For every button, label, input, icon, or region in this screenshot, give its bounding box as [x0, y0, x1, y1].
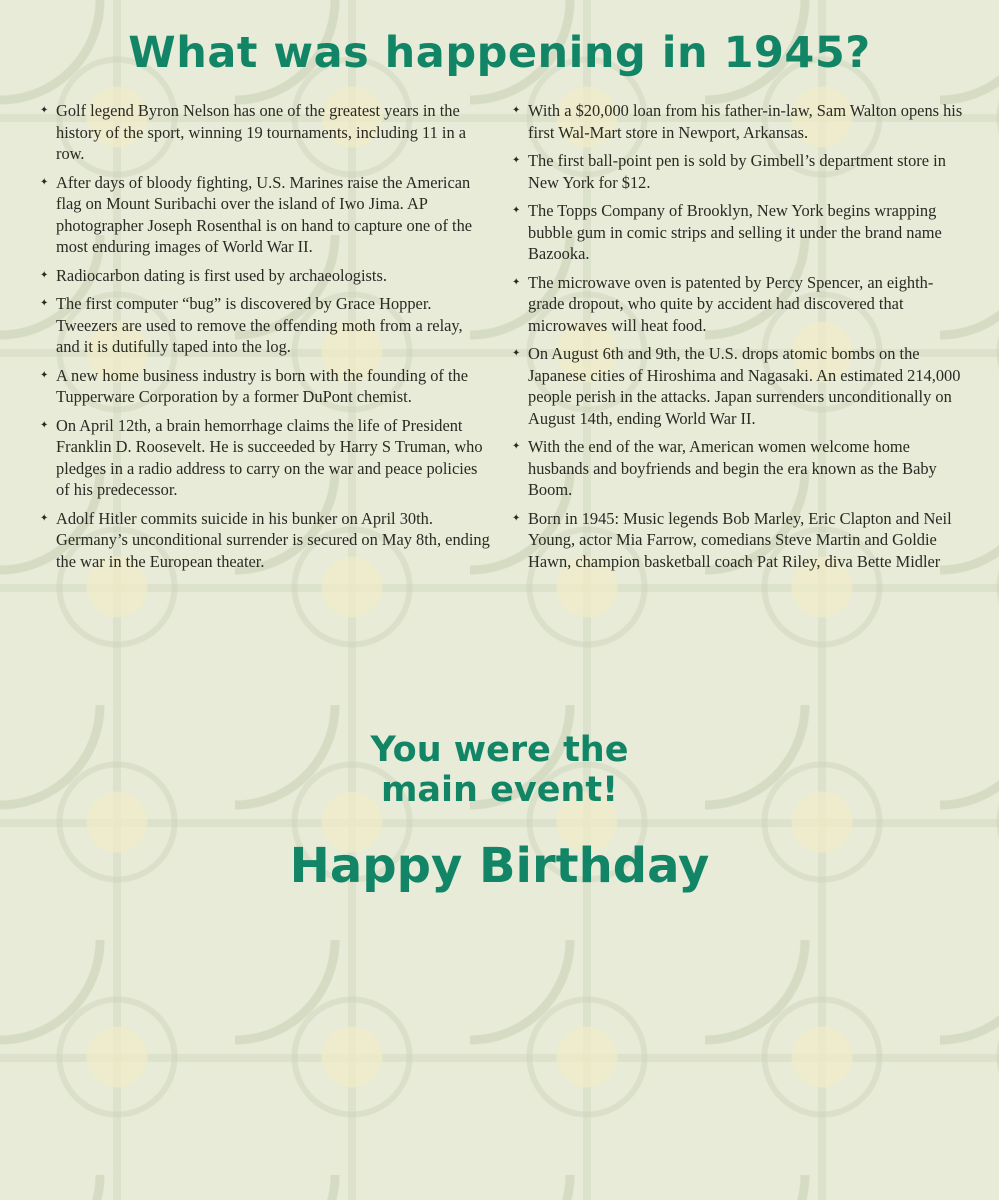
event-item	[40, 100, 490, 165]
event-text: Adolf Hitler commits suicide in his bunker on April 30th. Germany’s unconditional surrender is secured on May 8th, ending the war in the European theater.	[56, 508, 490, 571]
event-text: A new home business industry is born with the founding of the Tupperware Corporation by a former DuPont chemist.	[56, 365, 469, 406]
event-item	[512, 272, 964, 337]
event-item	[512, 150, 964, 193]
event-text: The first computer “bug” is discovered by Grace Hopper. Tweezers are used to remove the offending moth from a relay, and it is dutifully taped into the log.	[56, 294, 463, 356]
event-item	[40, 415, 490, 501]
event-text: The microwave oven is patented by Percy Spencer, an eighth-grade dropout, who quite by accident had discovered that microwaves will heat food.	[528, 272, 934, 335]
bullet-icon: ✦	[512, 276, 521, 288]
event-text: On August 6th and 9th, the U.S. drops atomic bombs on the Japanese cities of Hiroshima and Nagasaki. An estimated 214,000 people perish in the attacks. Japan surrenders unconditionally on August 14th, ending World War II.	[528, 344, 961, 428]
event-item	[40, 365, 490, 408]
event-text: The first ball-point pen is sold by Gimbell’s department store in New York for $12.	[528, 151, 946, 192]
event-text: With the end of the war, American women welcome home husbands and boyfriends and begin the era known as the Baby Boom.	[528, 437, 937, 499]
bullet-icon: ✦	[512, 205, 521, 216]
event-item	[40, 293, 490, 358]
event-text: Golf legend Byron Nelson has one of the greatest years in the history of the sport, winning 19 tournaments, including 11 in a row.	[56, 101, 467, 163]
bullet-icon: ✦	[40, 419, 49, 431]
bullet-icon: ✦	[512, 155, 521, 166]
bullet-icon: ✦	[512, 512, 521, 524]
bullet-icon: ✦	[512, 105, 521, 116]
event-item	[40, 172, 490, 258]
event-item	[512, 200, 964, 265]
event-item	[512, 343, 964, 429]
events-column-right	[512, 100, 964, 579]
tagline-line-2: main event!	[380, 770, 619, 810]
event-text: On April 12th, a brain hemorrhage claims the life of President Franklin D. Roosevelt. He is succeeded by Harry S Truman, who pledges in a radio address to carry on the war and peace policies of his predecessor.	[56, 415, 483, 499]
event-item	[512, 436, 964, 501]
bullet-icon: ✦	[40, 298, 49, 309]
event-item	[512, 100, 964, 143]
event-text: The Topps Company of Brooklyn, New York begins wrapping bubble gum in comic strips and selling it under the brand name Bazooka.	[528, 201, 942, 263]
event-text: Born in 1945: Music legends Bob Marley, Eric Clapton and Neil Young, actor Mia Farrow, comedians Steve Martin and Goldie Hawn, champion basketball coach Pat Riley, diva Bette Midler	[528, 508, 952, 571]
event-text: Radiocarbon dating is first used by archaeologists.	[56, 265, 387, 285]
bullet-icon: ✦	[40, 176, 49, 188]
tagline-line-1: You were the	[370, 730, 629, 770]
event-item	[40, 265, 490, 287]
bullet-icon: ✦	[512, 348, 521, 359]
bullet-icon: ✦	[40, 512, 49, 524]
events-column-left	[40, 100, 490, 579]
page-title: What was happening in 1945?	[128, 28, 871, 78]
happy-birthday-heading: Happy Birthday	[289, 838, 710, 894]
bullet-icon: ✦	[40, 369, 49, 381]
tagline	[0, 730, 999, 810]
bullet-icon: ✦	[40, 269, 49, 281]
event-item	[40, 508, 490, 573]
event-text: After days of bloody fighting, U.S. Marines raise the American flag on Mount Suribachi over the island of Iwo Jima. AP photographer Joseph Rosenthal is on hand to capture one of the most enduring images of World War II.	[56, 172, 473, 256]
event-text: With a $20,000 loan from his father-in-law, Sam Walton opens his first Wal-Mart store in Newport, Arkansas.	[528, 101, 963, 142]
event-item	[512, 508, 964, 573]
bullet-icon: ✦	[40, 105, 49, 116]
bullet-icon: ✦	[512, 441, 521, 452]
